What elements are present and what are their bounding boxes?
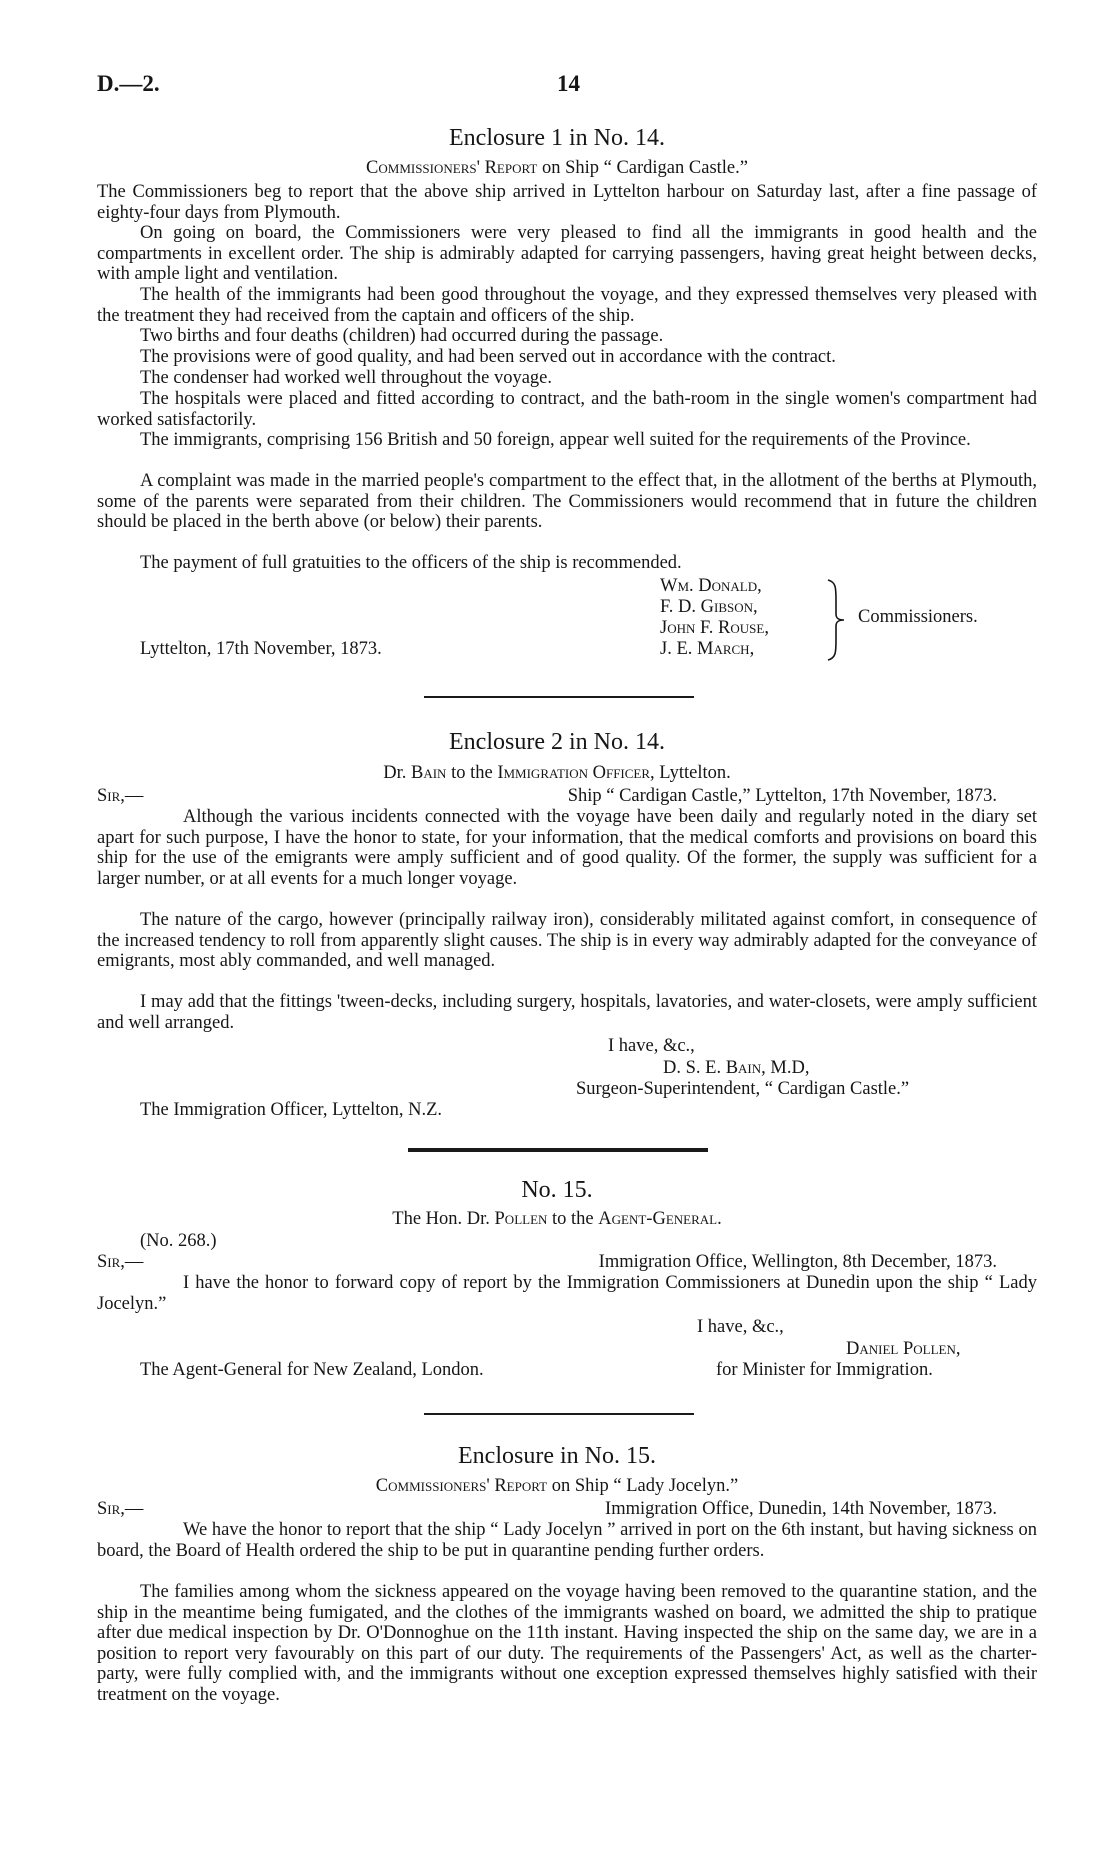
enclosure2-title: Enclosure 2 in No. 14. (449, 729, 665, 755)
enclosure1-subtitle-prefix: Commissioners' Report (366, 158, 538, 178)
enclosure2-paragraph: The nature of the cargo, however (principally railway iron), considerably militated against comfort, in consequence of the increased tendency to roll from apparently slight causes. The ship is in every way admirably adapted for the conveyance of emigrants, most ably commanded, and well managed. (97, 910, 1037, 971)
subtitle-part: The Hon. Dr. (392, 1209, 495, 1229)
subtitle-part: , Lyttelton. (650, 763, 731, 783)
signatory: J. E. March, (660, 639, 755, 659)
no15-number: (No. 268.) (140, 1231, 217, 1251)
enclosure15-paragraph: We have the honor to report that the ship “ Lady Jocelyn ” arrived in port on the 6th instant, but having sickness on board, the Board of Health ordered the ship to be put in quarantine pending further orders. (97, 1520, 1037, 1561)
enclosure1-title: Enclosure 1 in No. 14. (449, 125, 665, 151)
enclosure2-paragraph: Although the various incidents connected with the voyage have been daily and regularly noted in the diary set apart for such purpose, I have the honor to state, for your information, that the medical comforts and provisions on board this ship for the use of the emigrants were amply sufficient and of good quality. Of the former, the supply was sufficient for a larger number, or at all events for a much longer voyage. (97, 807, 1037, 889)
enclosure15-subtitle-prefix: Commissioners' Report (375, 1476, 548, 1496)
enclosure15-salutation: Sir,— (97, 1499, 144, 1519)
no15-addressee: The Agent-General for New Zealand, London. (140, 1360, 484, 1380)
no15-closing: I have, &c., (697, 1317, 784, 1337)
signatory: Wm. Donald, (660, 576, 762, 596)
subtitle-part: Bain (411, 763, 447, 783)
signatory: F. D. Gibson, (660, 597, 758, 617)
enclosure1-paragraph: On going on board, the Commissioners were very pleased to find all the immigrants in good health and the compartments in excellent order. The ship is admirably adapted for carrying passengers, having great height between decks, with ample light and ventilation. (97, 223, 1037, 284)
enclosure2-closing: I have, &c., (608, 1036, 695, 1056)
subtitle-part: to the (446, 763, 498, 783)
enclosure15-dateline: Immigration Office, Dunedin, 14th November, 1873. (605, 1499, 997, 1519)
enclosure2-signer-title: Surgeon-Superintendent, “ Cardigan Castle.” (576, 1079, 910, 1099)
no15-title: No. 15. (521, 1177, 593, 1203)
subtitle-part: Immigration Officer (497, 763, 651, 783)
enclosure2-salutation: Sir,— (97, 786, 144, 806)
enclosure1-paragraph: A complaint was made in the married people's compartment to the effect that, in the allotment of the berths at Plymouth, some of the parents were separated from their children. The Commissioners would recommend that in future the children should be placed in the berth above (or below) their parents. (97, 471, 1037, 532)
enclosure1-paragraph: Two births and four deaths (children) had occurred during the passage. (140, 326, 664, 346)
enclosure2-paragraph: I may add that the fittings 'tween-decks, including surgery, hospitals, lavatories, and water-closets, were amply sufficient and well arranged. (97, 992, 1037, 1033)
signatories-brace (826, 578, 848, 662)
enclosure2-addressee: The Immigration Officer, Lyttelton, N.Z. (140, 1100, 443, 1120)
enclosure2-dateline: Ship “ Cardigan Castle,” Lyttelton, 17th November, 1873. (567, 786, 997, 806)
no15-signer-title: for Minister for Immigration. (716, 1360, 933, 1380)
enclosure15-subtitle (0, 1476, 1114, 1497)
page-reference: D.—2. (97, 71, 160, 96)
signatory: John F. Rouse, (660, 618, 769, 638)
enclosure1-paragraph: The immigrants, comprising 156 British and 50 foreign, appear well suited for the requirements of the Province. (140, 430, 971, 450)
subtitle-part: Agent-General (598, 1209, 718, 1229)
thick-section-divider (408, 1148, 708, 1152)
no15-subtitle (0, 1209, 1114, 1230)
enclosure15-subtitle-rest: on Ship “ Lady Jocelyn.” (547, 1476, 739, 1496)
section-divider (424, 1413, 694, 1415)
enclosure1-paragraph: The payment of full gratuities to the officers of the ship is recommended. (140, 553, 682, 573)
enclosure1-place-date: Lyttelton, 17th November, 1873. (140, 639, 382, 659)
no15-salutation: Sir,— (97, 1252, 144, 1272)
enclosure1-paragraph: The condenser had worked well throughout the voyage. (140, 368, 553, 388)
enclosure1-subtitle (0, 158, 1114, 179)
enclosure15-paragraph: The families among whom the sickness appeared on the voyage having been removed to the quarantine station, and the ship in the meantime being fumigated, and the clothes of the immigrants washed on board, we admitted the ship to pratique after due medical inspection by Dr. O'Donnoghue on the 11th instant. Having inspected the ship on the same day, we are in a position to report very favourably on this part of our duty. The requirements of the Passengers' Act, as well as the charter-party, were fully complied with, and the immigrants without one exception expressed themselves highly satisfied with their treatment on the voyage. (97, 1582, 1037, 1705)
enclosure1-paragraph: The health of the immigrants had been good throughout the voyage, and they expressed themselves very pleased with the treatment they had received from the captain and officers of the ship. (97, 285, 1037, 326)
enclosure15-title: Enclosure in No. 15. (458, 1443, 656, 1469)
subtitle-part: Pollen (494, 1209, 548, 1229)
enclosure1-subtitle-rest: on Ship “ Cardigan Castle.” (537, 158, 748, 178)
subtitle-part: to the (547, 1209, 599, 1229)
section-divider (424, 696, 694, 698)
enclosure1-paragraph: The provisions were of good quality, and had been served out in accordance with the contract. (140, 347, 836, 367)
enclosure1-paragraph: The Commissioners beg to report that the above ship arrived in Lyttelton harbour on Saturday last, after a fine passage of eighty-four days from Plymouth. (97, 182, 1037, 223)
commissioners-role: Commissioners. (858, 607, 978, 627)
page-number: 14 (557, 71, 580, 96)
enclosure2-subtitle (0, 763, 1114, 784)
subtitle-part: Dr. (383, 763, 411, 783)
no15-dateline: Immigration Office, Wellington, 8th December, 1873. (598, 1252, 997, 1272)
subtitle-part: . (717, 1209, 722, 1229)
no15-paragraph: I have the honor to forward copy of report by the Immigration Commissioners at Dunedin upon the ship “ Lady Jocelyn.” (97, 1273, 1037, 1314)
enclosure2-signer: D. S. E. Bain, M.D, (663, 1058, 810, 1078)
enclosure1-paragraph: The hospitals were placed and fitted according to contract, and the bath-room in the single women's compartment had worked satisfactorily. (97, 389, 1037, 430)
no15-signer: Daniel Pollen, (846, 1339, 961, 1359)
